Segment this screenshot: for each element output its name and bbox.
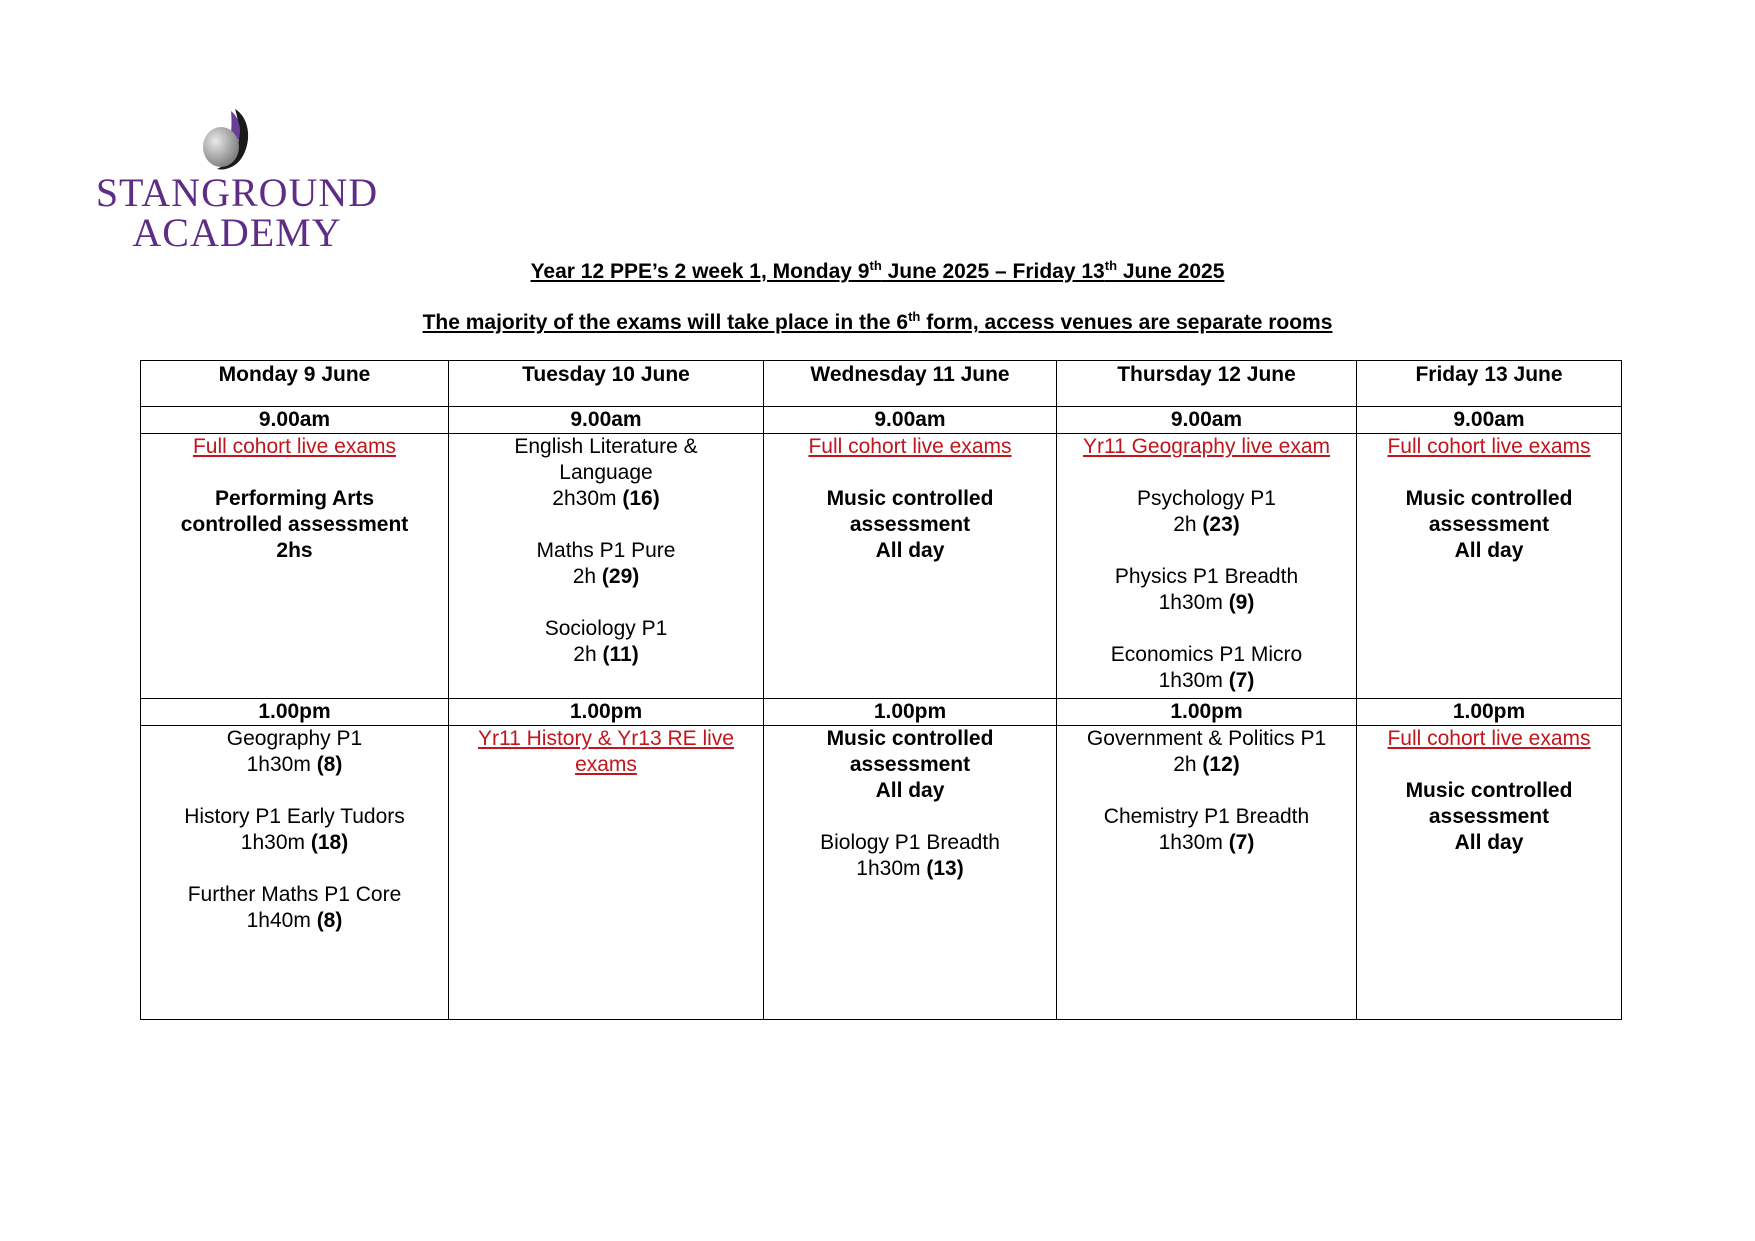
exam-name: Sociology P1 <box>544 617 668 640</box>
time-slot-am: 9.00am <box>141 407 449 434</box>
live-exam-notice: Yr11 Geography live exam <box>1082 435 1331 458</box>
live-exam-notice: exams <box>575 753 637 776</box>
monday-am-cell: Full cohort live exams Performing Arts controlled assessment 2hs <box>141 434 449 699</box>
stanground-academy-logo <box>92 105 382 255</box>
exam-name: Maths P1 Pure <box>536 539 676 562</box>
exam-name: Language <box>559 461 653 484</box>
time-slot-pm: 1.00pm <box>764 699 1057 726</box>
live-exam-notice: Full cohort live exams <box>1387 435 1591 458</box>
academy-emblem-icon <box>197 107 261 179</box>
live-exam-notice: Yr11 History & Yr13 RE live <box>478 727 734 750</box>
exam-duration: 1h30m (7) <box>1158 831 1255 854</box>
page-title: Year 12 PPE’s 2 week 1, Monday 9th June 2025 – Friday 13th June 2025 <box>530 258 1225 283</box>
thursday-pm-cell <box>1057 726 1357 1020</box>
wednesday-pm-cell: Music controlled assessment All day Biology P1 Breadth 1h30m (13) <box>764 726 1057 1020</box>
exam-duration: 1h30m (9) <box>1158 591 1255 614</box>
time-slot-pm: 1.00pm <box>141 699 449 726</box>
page-subtitle: The majority of the exams will take place in the 6th form, access venues are separate rooms <box>422 309 1333 334</box>
exam-name: Government & Politics P1 <box>1086 727 1327 750</box>
exam-duration: 1h40m (8) <box>246 909 343 932</box>
pm-time-row <box>141 699 1622 726</box>
am-sessions-row <box>141 434 1622 699</box>
pm-sessions-row <box>141 726 1622 1020</box>
live-exam-notice: Full cohort live exams <box>808 435 1012 458</box>
time-slot-pm: 1.00pm <box>1057 699 1357 726</box>
exam-duration: 1h30m (7) <box>1158 669 1255 692</box>
exam-name: English Literature & <box>514 435 698 458</box>
logo-text-stanground: STANGROUND <box>95 170 379 215</box>
exam-duration: 2h (29) <box>572 565 640 588</box>
exam-duration: 1h30m (18) <box>240 831 349 854</box>
live-exam-notice: Full cohort live exams <box>192 435 397 458</box>
day-header-friday: Friday 13 June <box>1357 361 1622 407</box>
exam-duration: 1h30m (8) <box>246 753 343 776</box>
live-exam-notice: Full cohort live exams <box>1387 727 1591 750</box>
exam-name: Biology P1 Breadth <box>820 831 1000 854</box>
tuesday-pm-cell <box>449 726 764 1020</box>
friday-pm-cell: Full cohort live exams Music controlled assessment All day <box>1357 726 1622 1020</box>
friday-am-cell: Full cohort live exams Music controlled assessment All day <box>1357 434 1622 699</box>
time-slot-pm: 1.00pm <box>1357 699 1622 726</box>
exam-duration: 2h (11) <box>573 643 639 666</box>
day-header-monday: Monday 9 June <box>141 361 449 407</box>
exam-duration: 2h (12) <box>1173 753 1240 776</box>
exam-name: Physics P1 Breadth <box>1114 565 1299 588</box>
exam-timetable <box>140 360 1622 1020</box>
time-slot-am: 9.00am <box>1357 407 1622 434</box>
exam-name: History P1 Early Tudors <box>184 805 405 828</box>
day-header-row <box>141 361 1622 407</box>
exam-name: Further Maths P1 Core <box>187 883 402 906</box>
tuesday-am-cell <box>449 434 764 699</box>
monday-pm-cell <box>141 726 449 1020</box>
exam-duration: 2h (23) <box>1173 513 1240 536</box>
day-header-tuesday: Tuesday 10 June <box>449 361 764 407</box>
wednesday-am-cell: Full cohort live exams Music controlled assessment All day <box>764 434 1057 699</box>
time-slot-am: 9.00am <box>449 407 764 434</box>
time-slot-am: 9.00am <box>764 407 1057 434</box>
time-slot-pm: 1.00pm <box>449 699 764 726</box>
day-header-wednesday: Wednesday 11 June <box>764 361 1057 407</box>
exam-duration: 2h30m (16) <box>552 487 660 510</box>
exam-name: Geography P1 <box>226 727 363 750</box>
exam-name: Economics P1 Micro <box>1110 643 1303 666</box>
am-time-row <box>141 407 1622 434</box>
time-slot-am: 9.00am <box>1057 407 1357 434</box>
exam-name: Chemistry P1 Breadth <box>1103 805 1310 828</box>
day-header-thursday: Thursday 12 June <box>1057 361 1357 407</box>
exam-name: Psychology P1 <box>1137 487 1276 510</box>
thursday-am-cell <box>1057 434 1357 699</box>
exam-duration: 1h30m (13) <box>856 857 964 880</box>
logo-text-academy: ACADEMY <box>132 210 342 255</box>
